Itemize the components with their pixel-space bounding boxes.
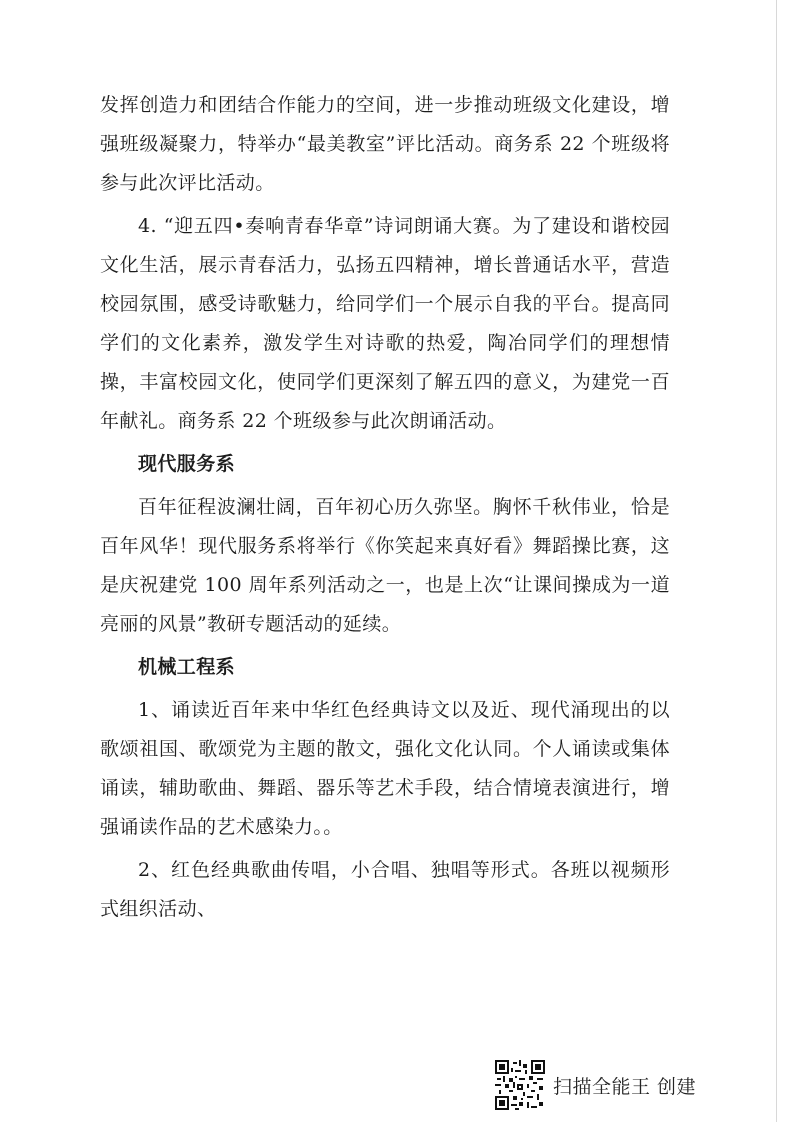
- paragraph-class-culture: 发挥创造力和团结合作能力的空间，进一步推动班级文化建设，增强班级凝聚力，特举办“最美教室”评比活动。商务系 22 个班级将参与此次评比活动。: [100, 94, 670, 194]
- paragraph-poetry-contest: 4. “迎五四•奏响青春华章”诗词朗诵大赛。为了建设和谐校园文化生活，展示青春活力，弘扬五四精神，增长普通话水平，营造校园氛围，感受诗歌魅力，给同学们一个展示自我的平台。提高同学们的文化素养，激发学生对诗歌的热爱，陶冶同学们的理想情操，丰富校园文化，使同学们更深刻了解五四的意义，为建党一百年献礼。商务系 22 个班级参与此次朗诵活动。: [100, 215, 670, 432]
- section-heading-modern-service: 现代服务系: [138, 453, 236, 475]
- qr-code-icon: [495, 1060, 545, 1110]
- page-edge-line: [776, 0, 777, 1122]
- document-body: [100, 86, 670, 929]
- scanner-footer: [495, 1060, 696, 1110]
- section-heading-mechanical: 机械工程系: [138, 656, 236, 678]
- paragraph-mechanical-item-2: 2、红色经典歌曲传唱，小合唱、独唱等形式。各班以视频形式组织活动、: [100, 859, 670, 920]
- paragraph-mechanical-item-1: 1、诵读近百年来中华红色经典诗文以及近、现代涌现出的以歌颂祖国、歌颂党为主题的散文，强化文化认同。个人诵读或集体诵读，辅助歌曲、舞蹈、器乐等艺术手段，结合情境表演进行，增强诵读作品的艺术感染力。。: [100, 699, 670, 838]
- scanner-watermark-label: 扫描全能王 创建: [553, 1075, 697, 1098]
- paragraph-modern-service: 百年征程波澜壮阔，百年初心历久弥坚。胸怀千秋伟业，恰是百年风华！现代服务系将举行《你笑起来真好看》舞蹈操比赛，这是庆祝建党 100 周年系列活动之一，也是上次“让课间操成为一道亮丽的风景”教研专题活动的延续。: [100, 496, 670, 635]
